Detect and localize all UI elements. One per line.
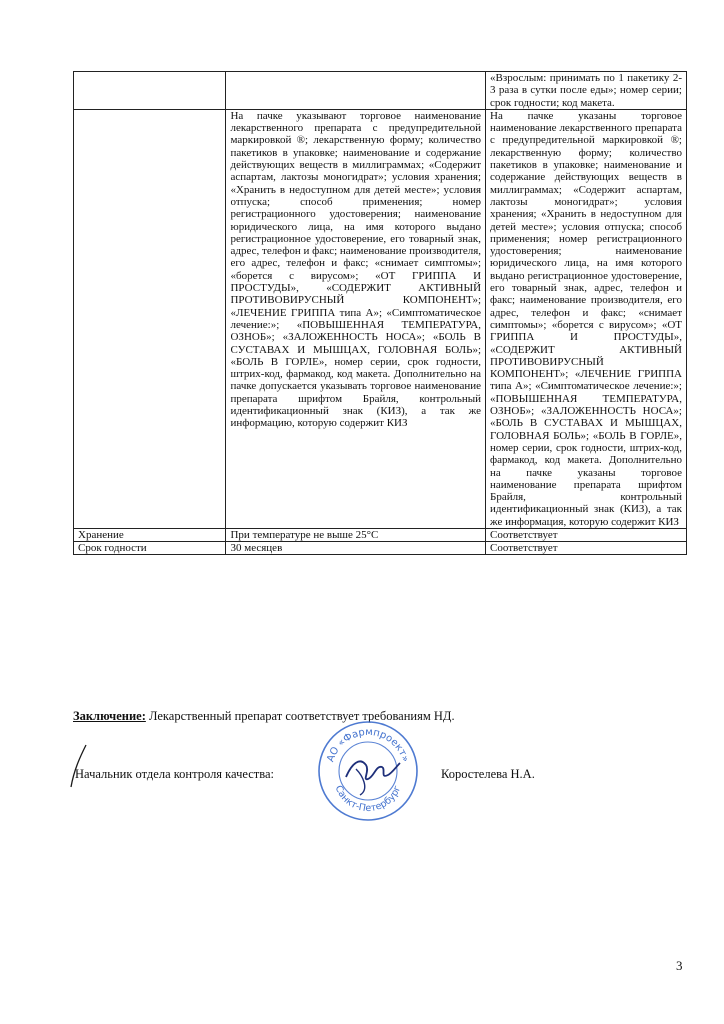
table-row (74, 541, 687, 554)
row1-result-cell: «Взрослым: принимать по 1 пакетику 2-3 раза в сутки после еды»; номер серии; срок годности; код макета. (486, 72, 687, 110)
seal-bottom-text: Санкт-Петербург (332, 783, 404, 815)
row2-requirement-cell: На пачке указывают торговое наименование лекарственного препарата с предупредительной маркировкой ®; лекарственную форму; количество пакетиков в упаковке; наименование и содержание действующих веществ в миллиграммах; «Содержит аспартам, лактозы моногидрат»; условия хранения; «Хранить в недоступном для детей месте»; условия отпуска; способ применения; номер регистрационного удостоверения; наименование юридического лица, на имя которого выдано регистрационное удостоверение, его товарный знак, адрес, телефон и факс; наименование производителя, его адрес, телефон и факс; «снимает симптомы»; «борется с вирусом»; «ОТ ГРИППА И ПРОСТУДЫ», «СОДЕРЖИТ АКТИВНЫЙ ПРОТИВОВИРУСНЫЙ КОМПОНЕНТ»; «ЛЕЧЕНИЕ ГРИППА типа А»; «Симптоматическое лечение:»; «ПОВЫШЕННАЯ ТЕМПЕРАТУРА, ОЗНОБ»; «ЗАЛОЖЕННОСТЬ НОСА»; «БОЛЬ В СУСТАВАХ И МЫШЦАХ, ГОЛОВНАЯ БОЛЬ»; «БОЛЬ В ГОРЛЕ», номер серии, срок годности, штрих-код, фармакод, код макета. Дополнительно на пачке допускается указывать торговое наименование препарата шрифтом Брайля, контрольный идентификационный знак (КИЗ), а так же информацию, которую содержит КИЗ (226, 109, 486, 528)
row3-name-cell: Хранение (74, 528, 226, 541)
table-row (74, 109, 687, 528)
signatory-position: Начальник отдела контроля качества: (75, 767, 275, 781)
row1-name-cell (74, 72, 226, 110)
seal-top-text: АО «Фармпроект» (325, 726, 411, 764)
conclusion-text: Лекарственный препарат соответствует требованиям НД. (145, 709, 455, 723)
table-row (74, 528, 687, 541)
signatory-name: Коростелева Н.А. (441, 767, 535, 781)
page-number: 3 (676, 958, 683, 973)
row4-requirement-cell: 30 месяцев (226, 541, 486, 554)
company-seal-icon (316, 719, 420, 823)
row3-result-cell: Соответствует (486, 528, 687, 541)
specification-table (73, 71, 687, 555)
conclusion-label: Заключение: (73, 709, 146, 723)
svg-text:Санкт-Петербург (333, 784, 404, 814)
row2-result-cell: На пачке указаны торговое наименование лекарственного препарата с предупредительной маркировкой ®; лекарственную форму; количество пакетиков в упаковке; наименование и содержание действующих веществ в миллиграммах; «Содержит аспартам, лактозы моногидрат»; условия хранения; «Хранить в недоступном для детей месте»; условия отпуска; способ применения; номер регистрационного удостоверения; наименование юридического лица, на имя которого выдано регистрационное удостоверение, его товарный знак, адрес, телефон и факс; наименование производителя, его адрес, телефон и факс; «снимает симптомы»; «борется с вирусом»; «ОТ ГРИППА И ПРОСТУДЫ», «СОДЕРЖИТ АКТИВНЫЙ ПРОТИВОВИРУСНЫЙ КОМПОНЕНТ»; «ЛЕЧЕНИЕ ГРИППА типа А»; «Симптоматическое лечение:»; «ПОВЫШЕННАЯ ТЕМПЕРАТУРА, ОЗНОБ»; «ЗАЛОЖЕННОСТЬ НОСА»; «БОЛЬ В СУСТАВАХ И МЫШЦАХ, ГОЛОВНАЯ БОЛЬ»; «БОЛЬ В ГОРЛЕ», номер серии, срок годности, штрих-код, фармакод, код макета. Дополнительно на пачке указаны торговое наименование препарата шрифтом Брайля, контрольный идентификационный знак (КИЗ), а так же информация, которую содержит КИЗ (486, 109, 687, 528)
row1-requirement-cell (226, 72, 486, 110)
row4-name-cell: Срок годности (74, 541, 226, 554)
row2-name-cell (74, 109, 226, 528)
table-row (74, 72, 687, 110)
row4-result-cell: Соответствует (486, 541, 687, 554)
row3-requirement-cell: При температуре не выше 25°С (226, 528, 486, 541)
